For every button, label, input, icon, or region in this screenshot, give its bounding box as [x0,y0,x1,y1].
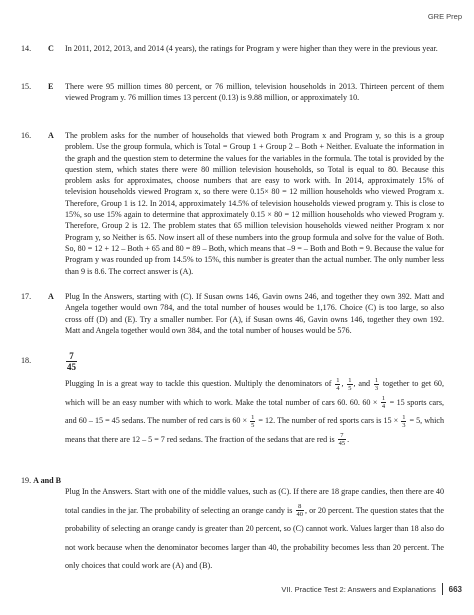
question-number: 18. [21,356,32,365]
question-number: 15. [21,82,32,91]
explanation-text: Plugging In is a great way to tackle this question. Multiply the denominators of $\frac{1}{4}$ , $\frac{1}{5}$ , and $\frac{1}{3}$ together to get 60, which will be an easy number with which to work. Make the total number of cars 60. 60. 60 × $\frac{1}{4}$ = 15 sports cars, and 60 – 15 = 45 sedans. The number of red cars is 60 × $\frac{1}{5}$ = 12. The number of red sports cars is 15 × $\frac{1}{3}$ = 5, which means that there are 12 – 5 = 7 red sedans. The fraction of the sedans that are red is $\frac{7}{45}$ . [65,376,444,448]
answer-item-15 [21,81,444,104]
text-segment: , or 20 percent. The question states that the probability of selecting an orange candy is greater than 20 percent, so (C) cannot work. Values larger than 18 also do not work because when the denominator becomes larger than 40, the probability becomes less than 20 percent. The only choices that could work are (A) and (B). [65,505,444,570]
text-segment: Plug In the Answers. Start with one of the middle values, such as (C). If there are 18 grape candies, then there are 40 total candies in the jar. The probability of selecting an orange candy is [65,487,444,515]
answer-denominator: 45 [67,362,76,372]
fraction: $\frac{8}{40}$ [296,503,303,519]
footer-divider [442,583,443,595]
answer-letter: C [48,44,54,53]
answer-letter: A and B [33,476,62,485]
page-footer [281,583,462,595]
question-number: 16. [21,131,32,140]
text-segment: = 5, which means that there are 12 – 5 = 7 red sedans. The fraction of the sedans that are red is [65,416,444,444]
answer-letter: A [48,131,54,140]
fraction: $\frac{7}{45}$ [338,432,346,448]
answer-letter: E [48,82,54,91]
explanation-text: The problem asks for the number of households that viewed both Program x and Program y, so this is a group problem. Use the group formula, which is Total = Group 1 + Group 2 – Both + Neither. Evaluate the information in the graph and the question stem to determine the values for the variables in the formula. The total is provided by the question stem, which states there were 80 million television households, so Total is equal to 80. Because this problem asks for approximates, choose numbers that are easy to work with. In 2014, approximately 15% of television households viewed Program x, so there were 0.15× 80 = 12 million households who viewed Program x. Therefore, Group 1 is 12. In 2014, approximately 14.5% of television households viewed program y. This is close to 15%, so use 15% again to determine that approximately 0.15 × 80 = 12 million households who viewed Program y. Therefore, Group 2 is 12. The problem states that 65 million television households viewed neither Program x nor Program y, so Neither is 65. Now insert all of these numbers into the group formula and solve for the value of Both. So, 80 = 12 + 12 – Both + 65 and 80 = 89 – Both, which means that –9 = – Both and Both = 9. Because the value for Program y was rounded up from 14.5% to 15%, this number is greater than the actual number. The only number less than 9 is 8.6. The correct answer is (A). [65,131,444,276]
question-number: 19. A and B [21,476,62,485]
answer-letter: A [48,292,54,301]
answer-item-18 [21,351,444,449]
fraction: $\frac{1}{3}$ [402,413,406,429]
fraction: $\frac{1}{4}$ [381,395,386,411]
answer-item-16 [21,130,444,277]
answer-item-19 [21,475,444,576]
fraction: $\frac{1}{5}$ [348,376,352,392]
text-segment: Plugging In is a great way to tackle this question. Multiply the denominators of [65,379,332,388]
fraction: $\frac{1}{3}$ [374,376,379,392]
text-segment: = 15 sports cars, and 60 – 15 = 45 sedans. The number of red cars is 60 × [65,397,444,425]
page-number: 663 [448,584,462,594]
answer-fraction [66,351,77,372]
running-header: GRE Prep [427,12,462,21]
answer-numerator: 7 [66,351,77,362]
explanation-text [65,475,444,576]
footer-section-title: VII. Practice Test 2: Answers and Explanations [281,584,436,594]
question-number: 17. [21,292,32,301]
explanation-text: There were 95 million times 80 percent, or 76 million, television households in 2013. Thirteen percent of them viewed Program y. 76 million times 13 percent (0.13) is 9.88 million, or approximately 10. [65,82,444,103]
text-segment: = 12. The number of red sports cars is 15 × [258,416,399,425]
answer-item-17 [21,291,444,336]
fraction: $\frac{1}{5}$ [251,413,255,429]
answer-item-14 [21,43,444,54]
fraction: $\frac{1}{4}$ [336,376,340,392]
text-segment: together to get 60, which will be an easy number with which to work. Make the total number of cars 60. 60. 60 × [65,379,444,407]
explanation-text: In 2011, 2012, 2013, and 2014 (4 years), the ratings for Program y were higher than they were in the previous year. [65,44,438,53]
question-number: 14. [21,44,32,53]
explanation-text: Plug In the Answers, starting with (C). If Susan owns 146, Gavin owns 246, and together they own 392. Matt and Angela together would own 784, and the total number of houses would be 1,176. Choice (C) is too large, so also cross off (D) and (E). Try a smaller number. For (A), if Susan owns 46, Gavin owns 146, together they own 192. Matt and Angela together would own 384, and the total number of houses would be 576. [65,292,444,335]
